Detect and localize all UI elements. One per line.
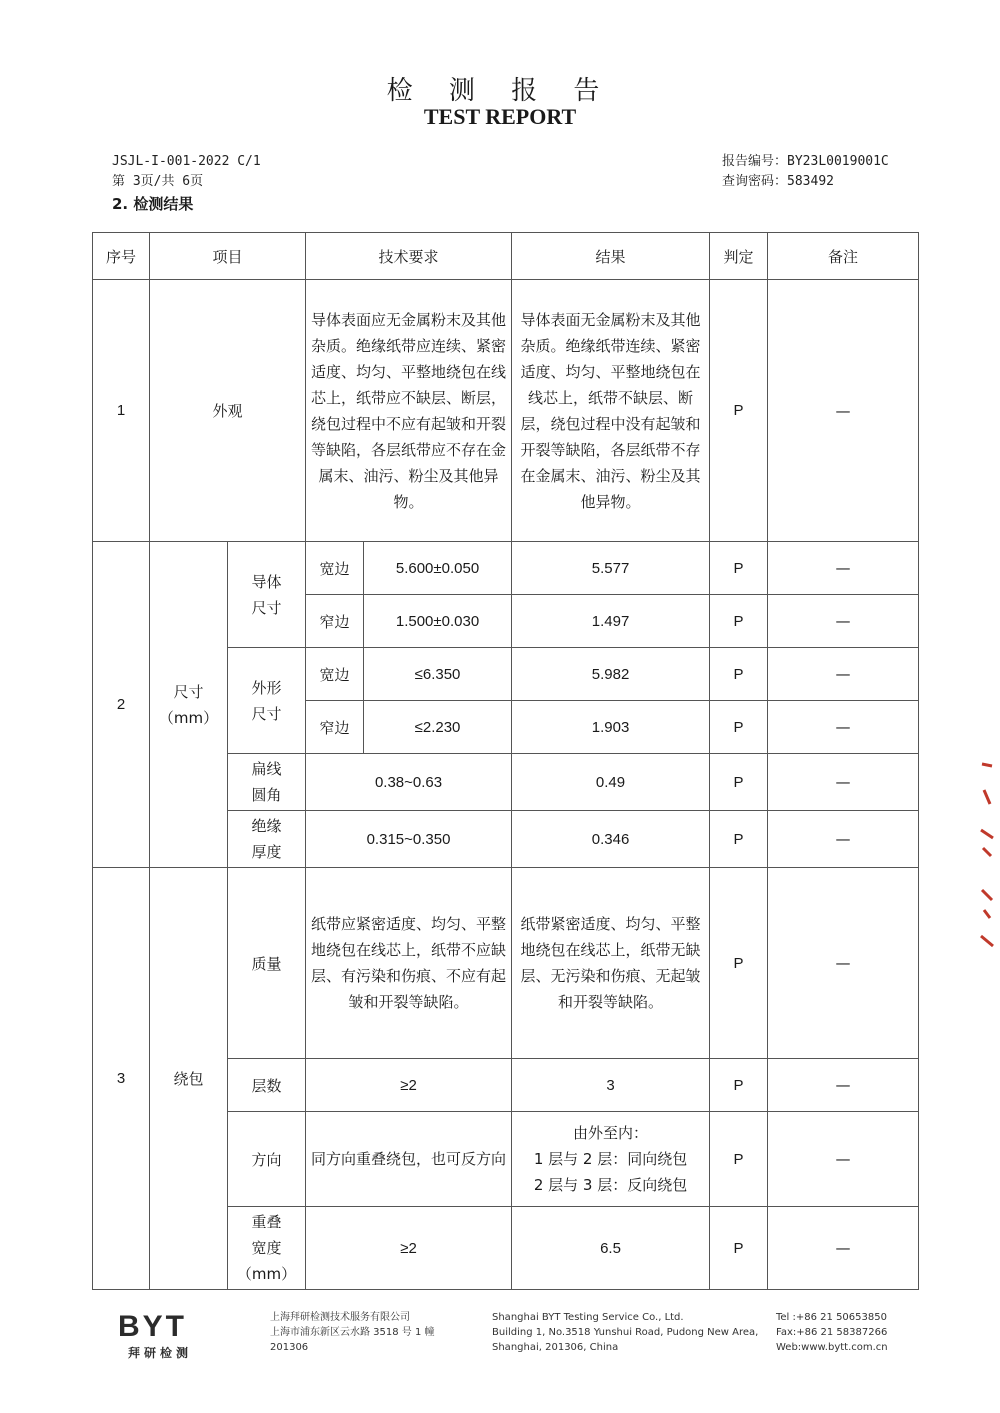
judgment-cell: P (710, 542, 768, 595)
address-cn-line2: 201306 (270, 1342, 309, 1353)
table-header-row (93, 233, 919, 280)
seq-cell: 1 (93, 280, 150, 542)
quality-cell: 质量 (228, 868, 306, 1059)
section-title: 2. 检测结果 (112, 195, 194, 213)
address-cn-line1: 上海市浦东新区云水路 3518 号 1 幢 (270, 1327, 435, 1338)
judgment-cell: P (710, 868, 768, 1059)
result-cell: 5.577 (512, 542, 710, 595)
doc-meta-right (722, 152, 889, 192)
layers-cell: 层数 (228, 1059, 306, 1112)
page-info: 第 3页/共 6页 (112, 174, 204, 189)
overlap-width-cell: 重叠 宽度 （mm） (228, 1207, 306, 1290)
remark-cell: — (768, 754, 919, 811)
requirement-cell: ≥2 (306, 1059, 512, 1112)
address-en-line1: Building 1, No.3518 Yunshui Road, Pudong New Area, (492, 1327, 759, 1338)
result-cell: 1.903 (512, 701, 710, 754)
requirement-cell: ≤2.230 (364, 701, 512, 754)
item-cell: 绕包 (150, 868, 228, 1290)
doc-code: JSJL-I-001-2022 C/1 (112, 154, 261, 169)
doc-meta-left (112, 152, 261, 192)
conductor-size-cell: 导体 尺寸 (228, 542, 306, 648)
remark-cell: — (768, 280, 919, 542)
website-link[interactable]: Web:www.bytt.com.cn (776, 1342, 888, 1353)
outer-size-cell: 外形 尺寸 (228, 648, 306, 754)
fax-number: Fax:+86 21 58387266 (776, 1327, 888, 1338)
result-cell: 6.5 (512, 1207, 710, 1290)
judgment-cell: P (710, 595, 768, 648)
requirement-cell: 1.500±0.030 (364, 595, 512, 648)
report-title-cn: 检 测 报 告 (386, 76, 614, 106)
remark-cell: — (768, 868, 919, 1059)
logo-text: BYT (118, 1310, 187, 1343)
result-cell: 0.49 (512, 754, 710, 811)
header-judgment: 判定 (710, 233, 768, 280)
footer-cn-address (270, 1310, 435, 1355)
requirement-cell: 导体表面应无金属粉末及其他杂质。绝缘纸带应连续、紧密适度、均匀、平整地绕包在线芯上，纸带应不缺层、断层，绕包过程中不应有起皱和开裂等缺陷，各层纸带应不存在金属末、油污、粉尘及其他异物。 (306, 280, 512, 542)
remark-cell: — (768, 1207, 919, 1290)
requirement-cell: ≤6.350 (364, 648, 512, 701)
footer-contact (776, 1310, 888, 1355)
report-number: 报告编号：BY23L0019001C (722, 154, 889, 169)
company-name-cn: 上海拜研检测技术服务有限公司 (270, 1312, 410, 1323)
judgment-cell: P (710, 648, 768, 701)
result-cell: 导体表面无金属粉末及其他杂质。绝缘纸带连续、紧密适度、均匀、平整地绕包在线芯上，纸带不缺层、断层，绕包过程中没有起皱和开裂等缺陷，各层纸带不存在金属末、油污、粉尘及其他异物。 (512, 280, 710, 542)
judgment-cell: P (710, 1207, 768, 1290)
direction-cell: 方向 (228, 1112, 306, 1207)
result-cell: 由外至内： 1 层与 2 层：同向绕包 2 层与 3 层：反向绕包 (512, 1112, 710, 1207)
result-cell: 5.982 (512, 648, 710, 701)
fillet-cell: 扁线 圆角 (228, 754, 306, 811)
remark-cell: — (768, 811, 919, 868)
report-title-en: TEST REPORT (423, 104, 577, 129)
footer-en-address (492, 1310, 758, 1355)
address-en-line2: Shanghai, 201306, China (492, 1342, 619, 1353)
table-row (93, 542, 919, 595)
judgment-cell: P (710, 280, 768, 542)
seq-cell: 2 (93, 542, 150, 868)
remark-cell: — (768, 701, 919, 754)
narrow-side-label: 窄边 (306, 701, 364, 754)
header-result: 结果 (512, 233, 710, 280)
requirement-cell: 纸带应紧密适度、均匀、平整地绕包在线芯上，纸带不应缺层、有污染和伤痕、不应有起皱和开裂等缺陷。 (306, 868, 512, 1059)
remark-cell: — (768, 648, 919, 701)
header-remark: 备注 (768, 233, 919, 280)
wide-side-label: 宽边 (306, 648, 364, 701)
results-table (92, 232, 919, 1290)
company-name-en: Shanghai BYT Testing Service Co., Ltd. (492, 1312, 684, 1323)
query-code: 查询密码：583492 (722, 174, 834, 189)
item-cell: 外观 (150, 280, 306, 542)
seal-stamp-edge (978, 760, 996, 950)
company-logo (118, 1310, 228, 1361)
narrow-side-label: 窄边 (306, 595, 364, 648)
remark-cell: — (768, 595, 919, 648)
item-cell: 尺寸 （mm） (150, 542, 228, 868)
result-cell: 0.346 (512, 811, 710, 868)
judgment-cell: P (710, 754, 768, 811)
table-row (93, 280, 919, 542)
remark-cell: — (768, 1112, 919, 1207)
wide-side-label: 宽边 (306, 542, 364, 595)
table-row (93, 868, 919, 1059)
result-cell: 3 (512, 1059, 710, 1112)
remark-cell: — (768, 542, 919, 595)
judgment-cell: P (710, 1059, 768, 1112)
header-seq: 序号 (93, 233, 150, 280)
judgment-cell: P (710, 701, 768, 754)
requirement-cell: ≥2 (306, 1207, 512, 1290)
requirement-cell: 同方向重叠绕包，也可反方向 (306, 1112, 512, 1207)
header-requirement: 技术要求 (306, 233, 512, 280)
requirement-cell: 0.315~0.350 (306, 811, 512, 868)
requirement-cell: 5.600±0.050 (364, 542, 512, 595)
judgment-cell: P (710, 1112, 768, 1207)
result-cell: 1.497 (512, 595, 710, 648)
result-cell: 纸带紧密适度、均匀、平整地绕包在线芯上，纸带无缺层、无污染和伤痕、无起皱和开裂等缺陷。 (512, 868, 710, 1059)
insulation-thickness-cell: 绝缘 厚度 (228, 811, 306, 868)
header-item: 项目 (150, 233, 306, 280)
remark-cell: — (768, 1059, 919, 1112)
requirement-cell: 0.38~0.63 (306, 754, 512, 811)
phone-number: Tel :+86 21 50653850 (776, 1312, 887, 1323)
seq-cell: 3 (93, 868, 150, 1290)
judgment-cell: P (710, 811, 768, 868)
logo-subtext: 拜研检测 (128, 1346, 193, 1360)
